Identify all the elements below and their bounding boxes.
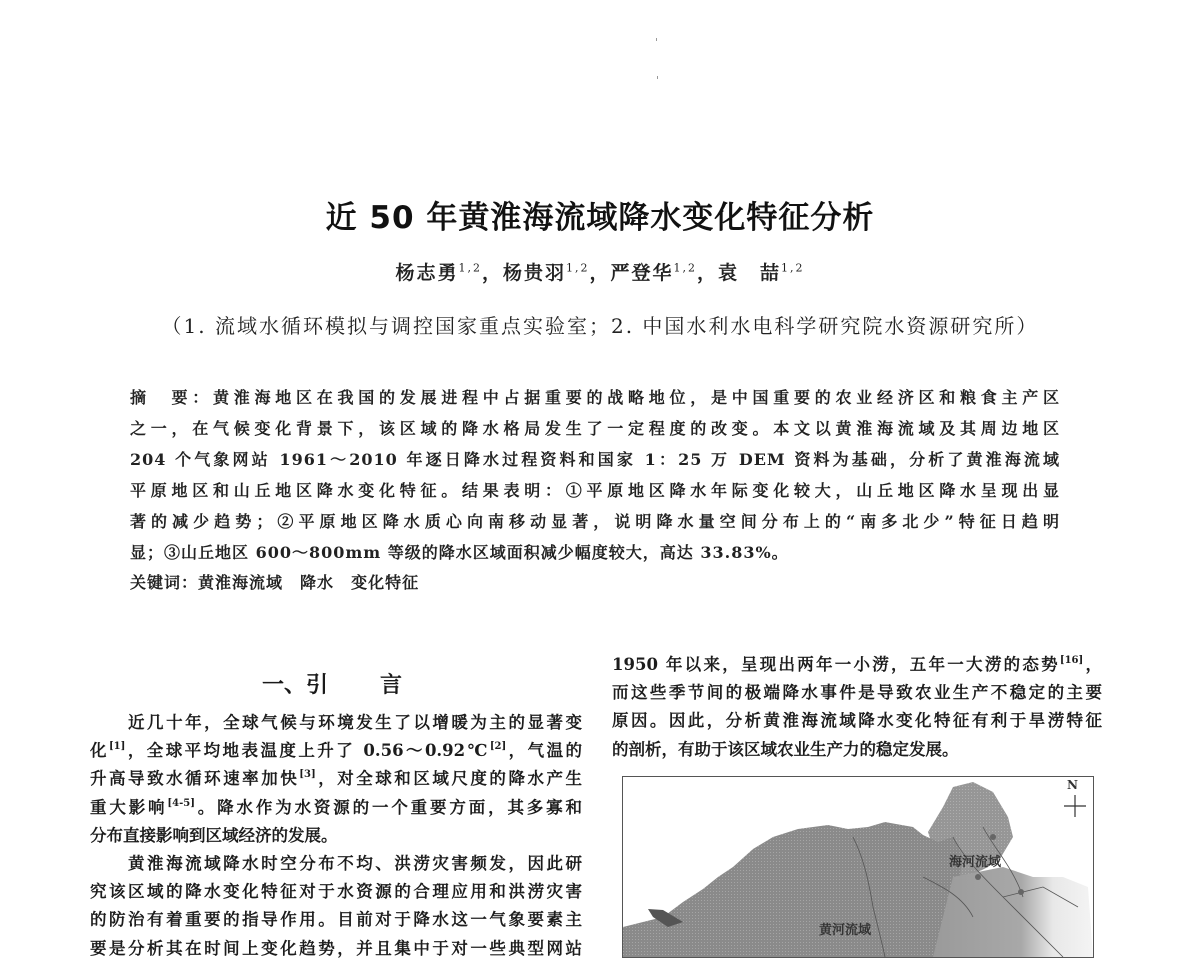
plain-region	[933, 867, 1093, 957]
text-run: 重大影响	[90, 797, 168, 817]
text-run: 化	[90, 741, 109, 761]
paragraph-line	[90, 906, 582, 930]
text-run: 。降水作为水资源的一个重要方面，其多寡和	[194, 797, 582, 817]
map-label-yellow-river: 黄河流域	[819, 923, 872, 938]
keyword: 变化特征	[351, 573, 420, 592]
text-run: ，全球平均地表温度上升了 0.56～0.92℃	[125, 741, 490, 761]
keyword: 降水	[300, 573, 335, 592]
author	[718, 262, 805, 284]
author-name: 严登华	[610, 262, 674, 284]
city-marker	[975, 874, 981, 880]
figure-map	[622, 776, 1094, 958]
north-label: N	[1067, 778, 1078, 792]
keyword: 黄淮海流域	[198, 573, 284, 592]
author-name: 袁 喆	[718, 262, 782, 284]
abstract-line	[130, 416, 1060, 439]
paragraph-line	[90, 794, 582, 818]
paragraph-line	[612, 679, 1102, 703]
paper-title: 近 50 年黄淮海流域降水变化特征分析	[325, 200, 875, 236]
author-affiliation-mark: 1,2	[781, 261, 805, 275]
map-label-haihe: 海河流域	[949, 855, 1002, 870]
paragraph-line	[612, 707, 1102, 731]
paragraph-line	[612, 651, 1102, 675]
text-run: 分布直接影响到区域经济的发展。	[90, 825, 338, 845]
abstract-line	[130, 540, 1060, 563]
paragraph-line	[90, 765, 582, 789]
author-affiliation-mark: 1,2	[458, 261, 482, 275]
section-number: 一、	[262, 673, 307, 698]
text-run: 而这些季节间的极端降水事件是导致农业生产不稳定的主要	[612, 683, 1102, 703]
paragraph-line	[90, 709, 582, 733]
author-list: 杨志勇$^{1,2}$，杨贵羽$^{1,2}$，严登华$^{1,2}$，袁 喆$^{1,2}$	[395, 261, 805, 284]
abstract-line	[130, 385, 1060, 408]
abstract-line	[130, 447, 1060, 470]
paragraph-line	[90, 850, 582, 874]
author	[503, 262, 590, 284]
affiliation: （1. 流域水循环模拟与调控国家重点实验室；2. 中国水利水电科学研究院水资源研究所）	[161, 314, 1039, 338]
abstract-text: 黄淮海地区在我国的发展进程中占据重要的战略地位，是中国重要的农业经济区和粮食主产区	[213, 388, 1060, 407]
author-name: 杨贵羽	[502, 262, 566, 284]
citation: [1]	[108, 741, 126, 753]
citation: [2]	[489, 741, 507, 753]
citation: [4-5]	[167, 797, 195, 809]
city-marker	[990, 834, 996, 840]
abstract-text: 显；③山丘地区 600～800mm 等级的降水区域面积减少幅度较大，高达 33.83%。	[130, 543, 789, 562]
text-run: 要是分析其在时间上变化趋势，并且集中于对一些典型网站	[90, 938, 582, 958]
paragraph-line	[90, 878, 582, 902]
abstract-text: 著的减少趋势；②平原地区降水质心向南移动显著，说明降水量空间分布上的“南多北少”特征日趋明	[130, 512, 1060, 531]
author-affiliation-mark: 1,2	[673, 261, 698, 275]
text-run: 黄淮海流域降水时空分布不均、洪涝灾害频发，因此研	[90, 854, 582, 873]
text-run: 的剖析，有助于该区域农业生产力的稳定发展。	[612, 739, 959, 759]
paragraph-line	[90, 935, 582, 959]
section-number-title	[262, 673, 328, 698]
text-run: 究该区域的降水变化特征对于水资源的合理应用和洪涝灾害	[90, 882, 582, 902]
section-title-b: 言	[380, 673, 403, 698]
text-run: 原因。因此，分析黄淮海流域降水变化特征有利于旱涝特征	[612, 711, 1102, 731]
text-run: 近几十年，全球气候与环境发生了以增暖为主的显著变	[90, 713, 582, 732]
text-run: ，	[1083, 655, 1102, 674]
abstract-line	[130, 478, 1060, 501]
text-run: 的防治有着重要的指导作用。目前对于降水这一气象要素主	[90, 910, 582, 930]
author-name: 杨志勇	[395, 262, 459, 284]
section-title-a: 引	[306, 673, 329, 698]
abstract-text: 平原地区和山丘地区降水变化特征。结果表明：①平原地区降水年际变化较大，山丘地区降水呈现出显	[130, 481, 1060, 500]
text-run: 1950 年以来，呈现出两年一小涝，五年一大涝的态势	[612, 655, 1060, 674]
citation: [3]	[299, 769, 316, 781]
text-run: 升高导致水循环速率加快	[90, 769, 300, 789]
text-run: ，对全球和区域尺度的降水产生	[315, 769, 582, 789]
keywords	[130, 570, 1060, 593]
city-marker	[1018, 889, 1024, 895]
scan-speck	[656, 38, 657, 41]
citation: [16]	[1059, 655, 1084, 666]
abstract-label: 摘 要：	[130, 388, 213, 407]
abstract-text: 204 个气象网站 1961～2010 年逐日降水过程资料和国家 1：25 万 DEM 资料为基础，分析了黄淮海流域	[130, 450, 1060, 469]
author	[611, 262, 698, 284]
north-arrow-icon	[1064, 795, 1086, 817]
yellow-river-basin	[623, 822, 963, 957]
scan-speck	[657, 76, 658, 79]
section-heading	[262, 668, 454, 699]
paragraph-line	[90, 737, 582, 761]
paragraph-line	[90, 822, 582, 846]
paragraph-line	[612, 736, 1102, 760]
author	[395, 262, 482, 284]
abstract-line	[130, 509, 1060, 532]
text-run: ，气温的	[506, 741, 582, 761]
keywords-label: 关键词：	[130, 573, 199, 592]
abstract-text: 之一，在气候变化背景下，该区域的降水格局发生了一定程度的改变。本文以黄淮海流域及其周边地区	[130, 419, 1060, 438]
author-affiliation-mark: 1,2	[565, 261, 590, 275]
